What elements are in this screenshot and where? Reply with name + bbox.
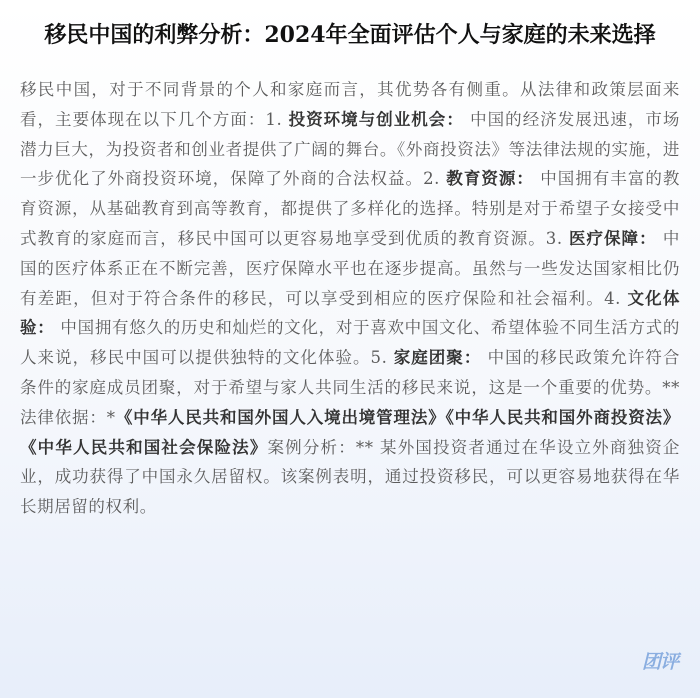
point-number: 2. (423, 169, 441, 189)
intro-text: 移民中国，对于不同背景的个人和家庭而言，其优势各有侧重。从法律和政策层面来看，主要体现在以下几个方面： (20, 80, 680, 129)
watermark-logo: 团评 (641, 651, 678, 673)
article-title: 移民中国的利弊分析：2024年全面评估个人与家庭的未来选择 (44, 22, 656, 48)
point-number: 4. (604, 288, 622, 308)
point-number: 1. (265, 109, 283, 129)
point-text: 中国的经济发展迅速，市场潜力巨大，为投资者和创业者提供了广阔的舞台。《外商投资法》等法律法规的实施，进一步优化了外商投资环境，保障了外商的合法权益。 (20, 109, 680, 189)
point-number: 3. (545, 228, 563, 248)
point-heading: 文化体验： (20, 288, 680, 338)
legal-basis-label: **法律依据：* (20, 377, 680, 427)
point-heading: 投资环境与创业机会： (288, 109, 464, 129)
point-text: 中国的移民政策允许符合条件的家庭成员团聚，对于希望与家人共同生活的移民来说，这是一个重要的优势。 (20, 348, 680, 397)
point-heading: 家庭团聚： (393, 348, 482, 368)
article-body (20, 75, 680, 522)
point-heading: 教育资源： (446, 169, 534, 189)
point-text: 中国拥有悠久的历史和灿烂的文化，对于喜欢中国文化、希望体验不同生活方式的人来说，移民中国可以提供独特的文化体验。 (20, 318, 680, 368)
point-number: 5. (370, 348, 388, 368)
point-heading: 医疗保障： (568, 228, 657, 248)
point-text: 中国拥有丰富的教育资源，从基础教育到高等教育，都提供了多样化的选择。特别是对于希望子女接受中式教育的家庭而言，移民中国可以更容易地享受到优质的教育资源。 (20, 169, 680, 248)
case-analysis-text: 某外国投资者通过在华设立外商独资企业，成功获得了中国永久居留权。该案例表明，通过投资移民，可以更容易地获得在华长期居留的权利。 (20, 437, 680, 517)
case-analysis-label: 案例分析：** (267, 437, 374, 457)
legal-basis-laws: 《中华人民共和国外国人入境出境管理法》《中华人民共和国外商投资法》《中华人民共和国社会保险法》 (20, 407, 680, 457)
point-text: 中国的医疗体系正在不断完善，医疗保障水平也在逐步提高。虽然与一些发达国家相比仍有差距，但对于符合条件的移民，可以享受到相应的医疗保险和社会福利。 (20, 228, 680, 308)
